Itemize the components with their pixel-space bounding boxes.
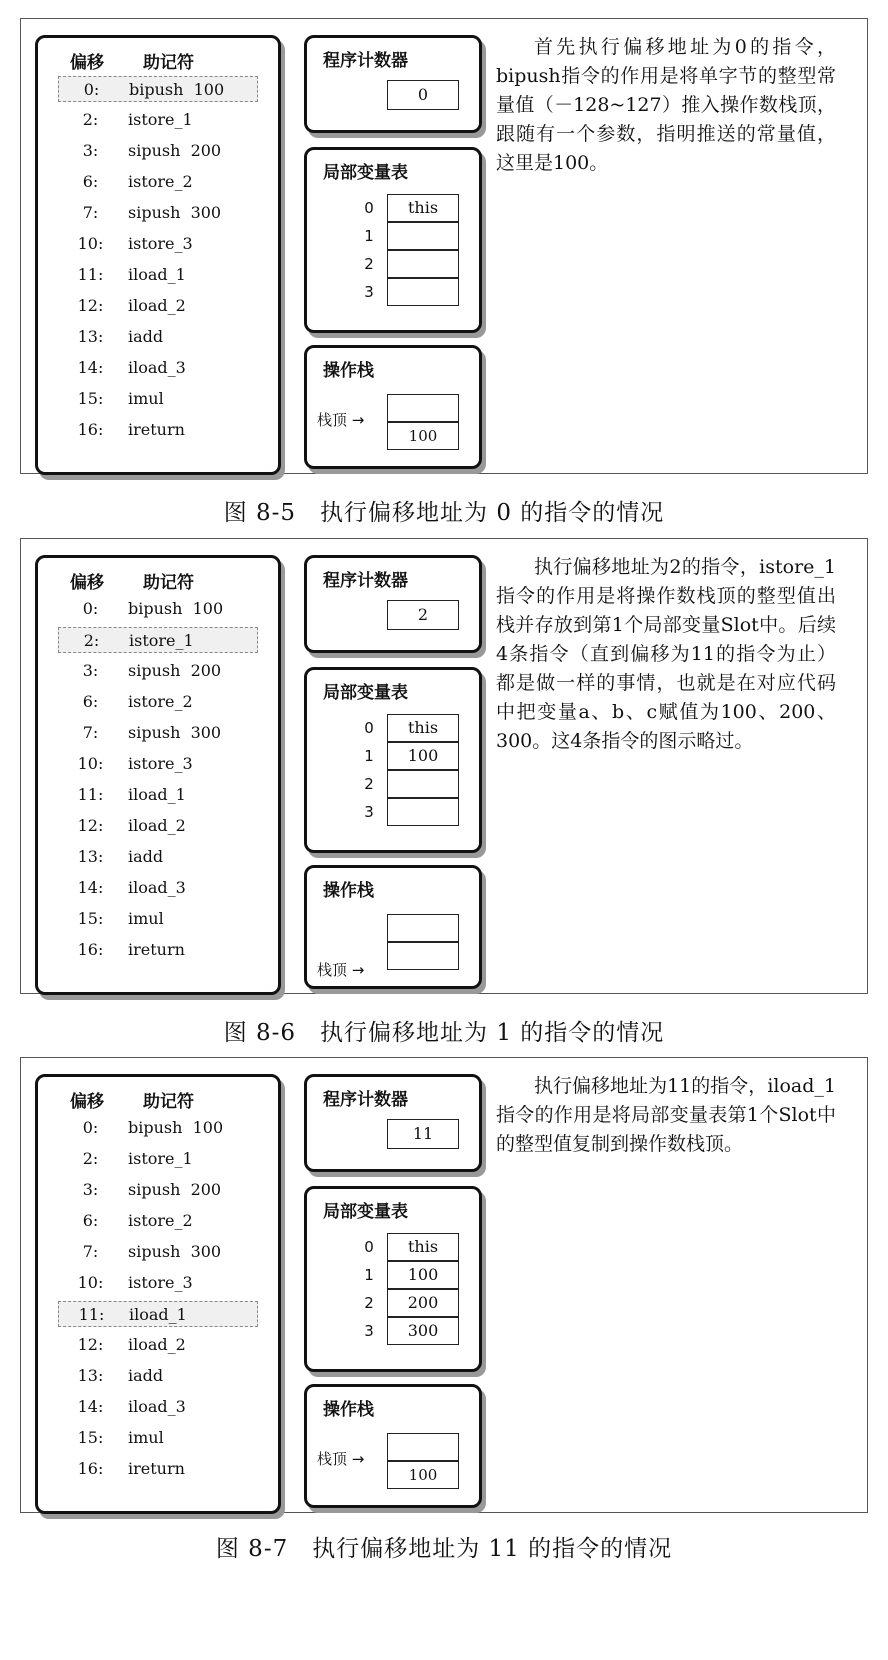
instruction-offset: 3: [82,1180,99,1199]
instruction-row [58,720,258,746]
local-slot-value: 300 [387,1317,459,1345]
operand-stack-slot [387,914,459,942]
mnemonic-header: 助记符 [143,573,194,593]
instruction-mnemonic: istore_1 [128,110,193,129]
instruction-offset: 16: [77,420,104,439]
instruction-offset: 15: [77,389,104,408]
instruction-offset: 3: [82,141,99,160]
instruction-offset: 14: [77,878,104,897]
offset-header: 偏移 [70,573,104,593]
mnemonic-header: 助记符 [143,53,194,73]
instruction-mnemonic: iload_1 [129,1305,187,1324]
program-counter-value: 2 [387,600,459,630]
instruction-row [58,1115,258,1141]
instruction-mnemonic: sipush 300 [128,203,222,222]
instruction-row [58,1146,258,1172]
instruction-row [58,200,258,226]
instruction-row [58,1208,258,1234]
instruction-offset: 13: [77,847,104,866]
instruction-row [58,1456,258,1482]
instruction-row [58,751,258,777]
local-slot-index: 1 [364,1266,374,1284]
local-slot-value: this [387,1233,459,1261]
instruction-offset: 6: [82,1211,99,1230]
program-counter-panel [304,35,482,133]
local-variable-table-title: 局部变量表 [323,163,408,183]
instruction-mnemonic: sipush 300 [128,1242,222,1261]
instruction-row [58,231,258,257]
stack-top-label: 栈顶 → [317,961,365,979]
instruction-offset: 11: [77,265,104,284]
local-slot-value [387,798,459,826]
instruction-offset: 11: [78,1305,105,1324]
instruction-mnemonic: iadd [128,847,164,866]
instruction-mnemonic: sipush 200 [128,1180,222,1199]
instruction-offset: 12: [77,1335,104,1354]
instruction-row [58,169,258,195]
local-slot-index: 3 [364,1322,374,1340]
instruction-offset: 12: [77,816,104,835]
instruction-offset: 16: [77,940,104,959]
local-slot-value: 200 [387,1289,459,1317]
program-counter-title: 程序计数器 [323,1090,408,1110]
local-slot-value: 100 [387,1261,459,1289]
instruction-offset: 7: [82,203,99,222]
instruction-offset: 16: [77,1459,104,1478]
instruction-mnemonic: istore_3 [128,234,193,253]
figure-caption: 图 8-5 执行偏移地址为 0 的指令的情况 [223,500,665,526]
instruction-mnemonic: istore_2 [128,692,193,711]
local-slot-index: 2 [364,1294,374,1312]
instruction-mnemonic: istore_3 [128,754,193,773]
figure-1 [20,18,868,474]
instruction-row [58,1177,258,1203]
instruction-offset: 13: [77,327,104,346]
figure-caption: 图 8-6 执行偏移地址为 1 的指令的情况 [223,1020,665,1046]
instruction-offset: 3: [82,661,99,680]
instruction-mnemonic: bipush 100 [128,599,224,618]
instruction-row [58,906,258,932]
instruction-row [58,782,258,808]
mnemonic-header: 助记符 [143,1092,194,1112]
local-variable-table-panel [304,667,482,853]
instruction-mnemonic: istore_3 [128,1273,193,1292]
local-variable-table-panel [304,147,482,333]
instruction-row [58,417,258,443]
program-counter-title: 程序计数器 [323,51,408,71]
instruction-row [58,324,258,350]
operand-stack-slot [387,394,459,422]
current-instruction-row [58,1301,258,1327]
operand-stack-title: 操作栈 [323,1400,374,1420]
instruction-mnemonic: istore_1 [128,1149,193,1168]
instruction-offset: 2: [83,631,100,650]
instruction-offset: 2: [82,1149,99,1168]
local-slot-index: 3 [364,803,374,821]
local-slot-index: 2 [364,775,374,793]
local-variable-table-panel [304,1186,482,1372]
operand-stack-slot: 100 [387,422,459,450]
instruction-row [58,293,258,319]
operand-stack-slot [387,1433,459,1461]
instruction-row [58,1239,258,1265]
instruction-row [58,386,258,412]
local-slot-value [387,250,459,278]
local-slot-index: 3 [364,283,374,301]
instruction-mnemonic: istore_1 [129,631,194,650]
instruction-offset: 10: [77,234,104,253]
instruction-mnemonic: ireturn [128,420,185,439]
current-instruction-row [58,627,258,653]
instruction-mnemonic: iload_2 [128,1335,186,1354]
instruction-offset: 10: [77,1273,104,1292]
instruction-mnemonic: iadd [128,1366,164,1385]
instruction-offset: 14: [77,1397,104,1416]
figure-2 [20,538,868,994]
instruction-row [58,1425,258,1451]
instruction-offset: 0: [82,599,99,618]
instruction-mnemonic: ireturn [128,1459,185,1478]
local-slot-value [387,770,459,798]
local-slot-index: 1 [364,747,374,765]
local-slot-index: 0 [364,1238,374,1256]
local-slot-index: 0 [364,199,374,217]
bytecode-panel [35,555,281,995]
instruction-mnemonic: iload_3 [128,358,186,377]
instruction-row [58,355,258,381]
instruction-offset: 6: [82,172,99,191]
local-slot-index: 0 [364,719,374,737]
local-slot-value: this [387,714,459,742]
instruction-offset: 10: [77,754,104,773]
offset-header: 偏移 [70,1092,104,1112]
instruction-offset: 7: [82,1242,99,1261]
instruction-offset: 13: [77,1366,104,1385]
description-text: 执行偏移地址为2的指令，istore_1指令的作用是将操作数栈顶的整型值出栈并存放到第1个局部变量Slot中。后续4条指令（直到偏移为11的指令为止）都是做一样的事情，也就是在对应代码中把变量a、b、c赋值为100、200、300。这4条指令的图示略过。 [496,556,836,752]
figure-3 [20,1057,868,1513]
instruction-mnemonic: iload_2 [128,296,186,315]
instruction-offset: 11: [77,785,104,804]
instruction-mnemonic: sipush 200 [128,661,222,680]
operand-stack-title: 操作栈 [323,361,374,381]
instruction-offset: 0: [82,1118,99,1137]
operand-stack-title: 操作栈 [323,881,374,901]
local-variable-table-title: 局部变量表 [323,683,408,703]
bytecode-panel [35,35,281,475]
instruction-mnemonic: sipush 300 [128,723,222,742]
instruction-row [58,844,258,870]
program-counter-panel [304,555,482,653]
instruction-row [58,689,258,715]
instruction-offset: 2: [82,110,99,129]
instruction-mnemonic: istore_2 [128,172,193,191]
operand-stack-slot [387,942,459,970]
instruction-row [58,658,258,684]
instruction-offset: 15: [77,1428,104,1447]
instruction-mnemonic: imul [128,1428,164,1447]
instruction-offset: 15: [77,909,104,928]
instruction-row [58,1363,258,1389]
stack-top-label: 栈顶 → [317,1450,365,1468]
instruction-row [58,596,258,622]
local-slot-value: this [387,194,459,222]
offset-header: 偏移 [70,53,104,73]
instruction-offset: 7: [82,723,99,742]
instruction-row [58,1270,258,1296]
stack-top-label: 栈顶 → [317,411,365,429]
description-text: 首先执行偏移地址为0的指令，bipush指令的作用是将单字节的整型常量值（－128~127）推入操作数栈顶，跟随有一个参数，指明推送的常量值，这里是100。 [496,36,836,174]
program-counter-value: 0 [387,80,459,110]
instruction-mnemonic: iload_3 [128,1397,186,1416]
instruction-offset: 6: [82,692,99,711]
instruction-row [58,937,258,963]
instruction-mnemonic: imul [128,389,164,408]
instruction-mnemonic: iload_2 [128,816,186,835]
operand-stack-slot: 100 [387,1461,459,1489]
instruction-offset: 12: [77,296,104,315]
instruction-offset: 0: [83,80,100,99]
description-text: 执行偏移地址为11的指令，iload_1指令的作用是将局部变量表第1个Slot中的整型值复制到操作数栈顶。 [496,1075,836,1155]
instruction-mnemonic: iload_3 [128,878,186,897]
figure-caption: 图 8-7 执行偏移地址为 11 的指令的情况 [215,1536,673,1562]
instruction-mnemonic: iadd [128,327,164,346]
instruction-row [58,1394,258,1420]
instruction-row [58,262,258,288]
local-slot-index: 1 [364,227,374,245]
instruction-row [58,107,258,133]
instruction-row [58,813,258,839]
instruction-mnemonic: iload_1 [128,265,186,284]
program-counter-title: 程序计数器 [323,571,408,591]
instruction-mnemonic: ireturn [128,940,185,959]
instruction-row [58,138,258,164]
instruction-offset: 14: [77,358,104,377]
instruction-mnemonic: istore_2 [128,1211,193,1230]
local-slot-value: 100 [387,742,459,770]
operand-stack-panel [304,865,482,989]
instruction-mnemonic: bipush 100 [129,80,225,99]
operand-stack-panel [304,345,482,469]
instruction-mnemonic: bipush 100 [128,1118,224,1137]
local-slot-index: 2 [364,255,374,273]
local-variable-table-title: 局部变量表 [323,1202,408,1222]
local-slot-value [387,278,459,306]
bytecode-panel [35,1074,281,1514]
program-counter-panel [304,1074,482,1172]
local-slot-value [387,222,459,250]
instruction-mnemonic: sipush 200 [128,141,222,160]
instruction-mnemonic: imul [128,909,164,928]
program-counter-value: 11 [387,1119,459,1149]
instruction-row [58,1332,258,1358]
operand-stack-panel [304,1384,482,1508]
instruction-mnemonic: iload_1 [128,785,186,804]
instruction-row [58,875,258,901]
current-instruction-row [58,76,258,102]
